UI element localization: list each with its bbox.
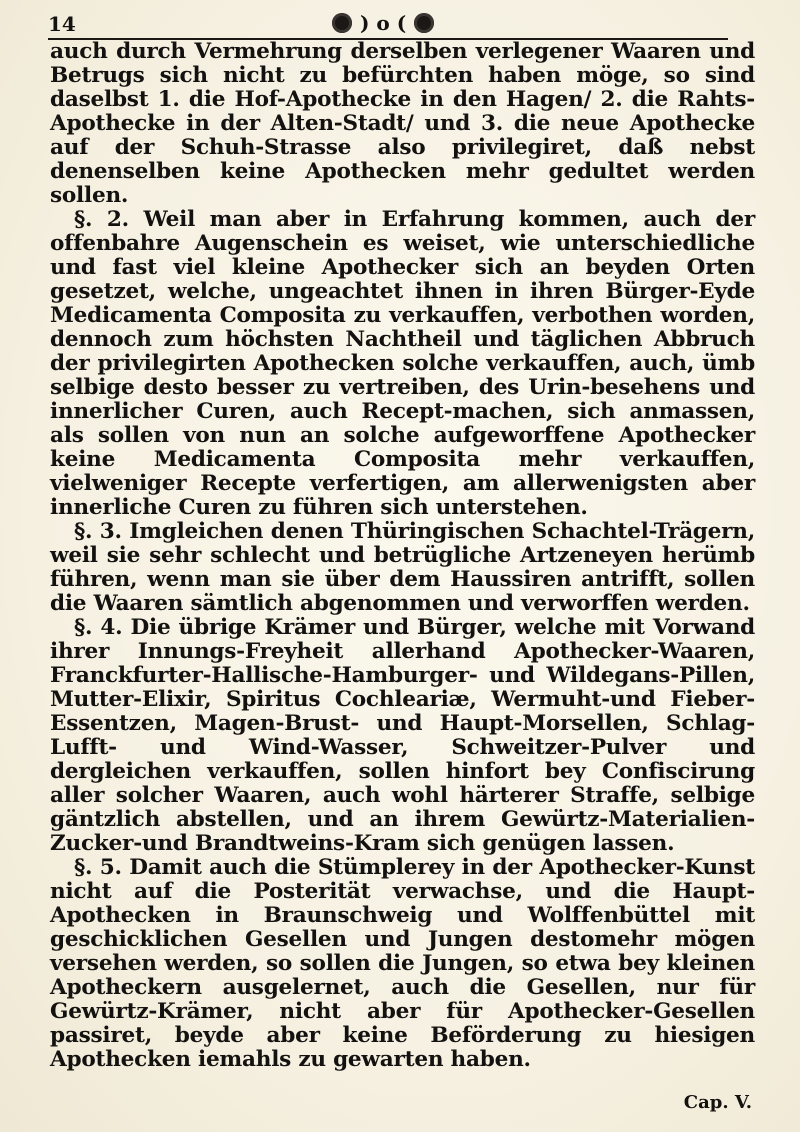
page-number: 14 (48, 12, 76, 36)
paragraph-section-2: §. 2. Weil man aber in Erfahrung kommen, auch der offenbahre Augenschein es weiset, wie unterschiedliche und fast viel kleine Apothecker sich an beyden Orten gesetzet, welche, ungeachtet ihnen in ihren Bürger-Eyde Medicamenta Composita zu verkauffen, verbothen worden, dennoch zum höchsten Nachtheil und täglichen Abbruch der privilegirten Apothecken solche verkauffen, auch, ümb selbige desto besser zu vertreiben, des Urin-besehens und innerlicher Curen, auch Recept-machen, sich anmassen, als sollen von nun an solche aufgeworffene Apothecker keine Medicamenta Composita mehr verkauffen, vielweniger Recepte verfertigen, am allerwenigsten aber innerliche Curen zu führen sich unterstehen. (50, 207, 755, 520)
paragraph-continuation: auch durch Vermehrung derselben verlegener Waaren und Betrugs sich nicht zu befürchten haben möge, so sind daselbst 1. die Hof-Apothecke in den Hagen/ 2. die Rahts-Apothecke in der Alten-Stadt/ und 3. die neue Apothecke auf der Schuh-Strasse also privilegiret, daß nebst denenselben keine Apothecken mehr gedultet werden sollen. (50, 39, 755, 208)
page-header (48, 6, 728, 40)
paragraph-section-4: §. 4. Die übrige Krämer und Bürger, welche mit Vorwand ihrer Innungs-Freyheit allerhand Apothecker-Waaren, Franckfurter-Hallische-Hamburger- und Wildegans-Pillen, Mutter-Elixir, Spiritus Cochleariæ, Wermuht-und Fieber-Essentzen, Magen-Brust- und Haupt-Morsellen, Schlag-Lufft- und Wind-Wasser, Schweitzer-Pulver und dergleichen verkauffen, sollen hinfort bey Confiscirung aller solcher Waaren, auch wohl härterer Straffe, selbige gäntzlich abstellen, und an ihrem Gewürtz-Materialien-Zucker-und Brandtweins-Kram sich genügen lassen. (50, 615, 755, 856)
catchword: Cap. V. (683, 1092, 752, 1113)
paragraph-section-3: §. 3. Imgleichen denen Thüringischen Schachtel-Trägern, weil sie sehr schlecht und betrügliche Artzeneyen herümb führen, wenn man sie über dem Haussiren antrifft, sollen die Waaren sämtlich abgenommen und verworffen werden. (50, 519, 755, 616)
ornament-left-icon (332, 13, 352, 33)
header-ornament (332, 10, 512, 36)
paragraph-section-5: §. 5. Damit auch die Stümplerey in der Apothecker-Kunst nicht auf die Posterität verwachse, und die Haupt-Apothecken in Braunschweig und Wolffenbüttel mit geschicklichen Gesellen und Jungen destomehr mögen versehen werden, so sollen die Jungen, so etwa bey kleinen Apotheckern ausgelernet, auch die Gesellen, nur für Gewürtz-Krämer, nicht aber für Apothecker-Gesellen passiret, beyde aber keine Beförderung zu hiesigen Apothecken iemahls zu gewarten haben. (50, 855, 755, 1072)
ornament-right-icon (414, 13, 434, 33)
body-text (50, 40, 755, 1072)
ornament-text: ) o ( (360, 11, 407, 35)
